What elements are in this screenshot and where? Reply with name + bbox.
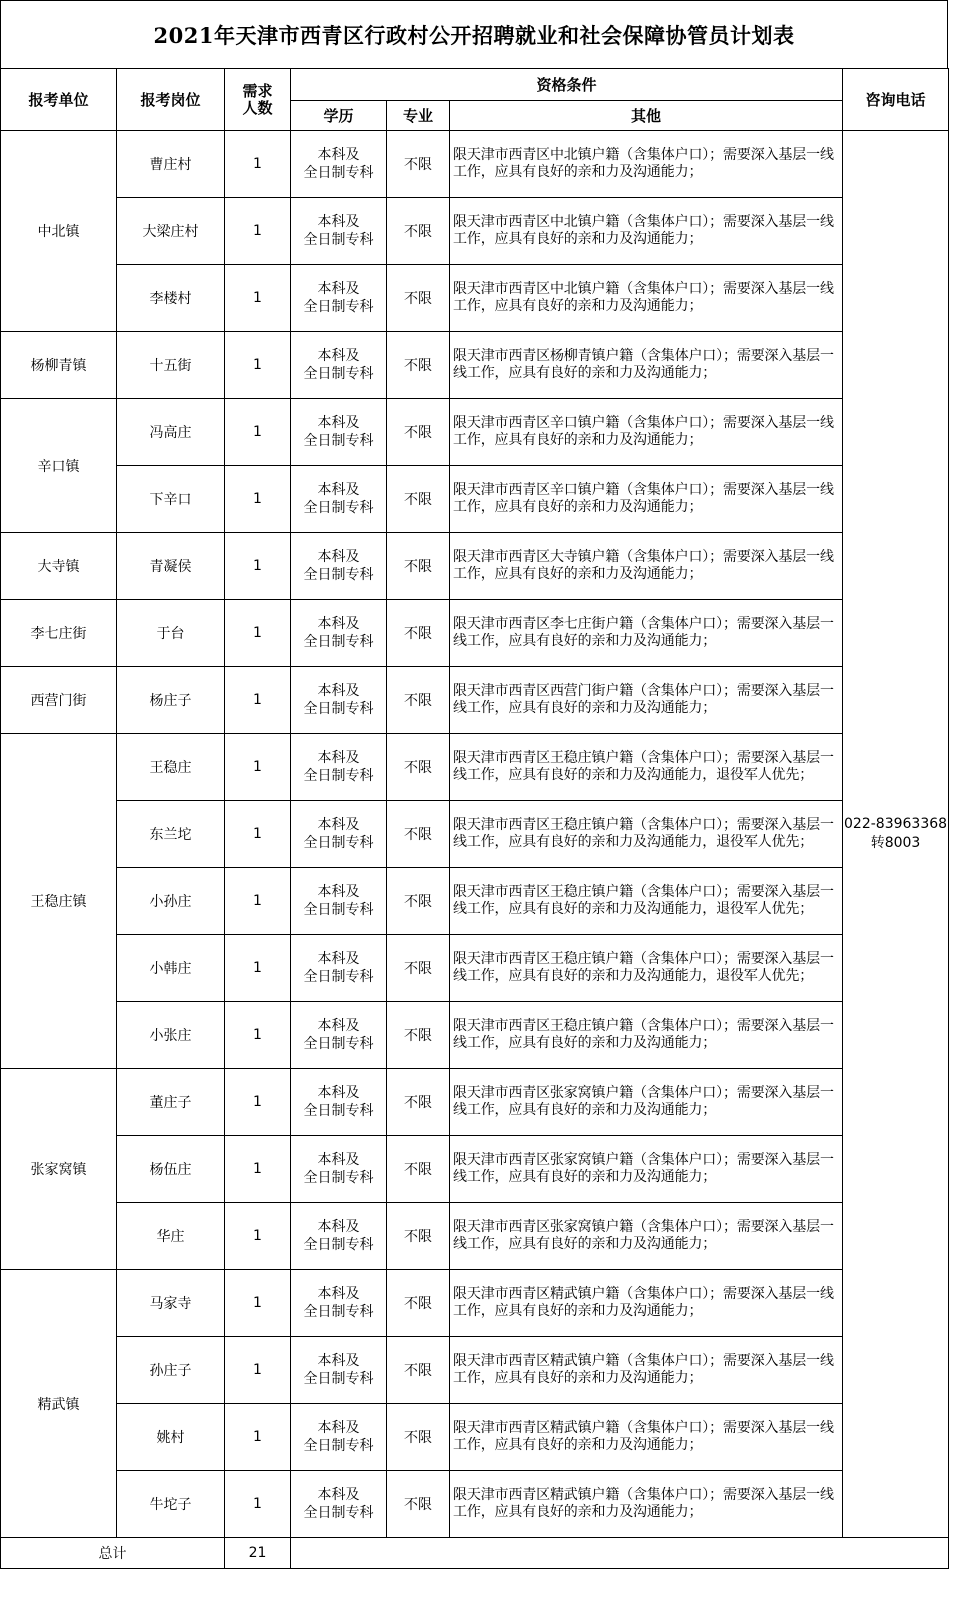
major-cell: 不限	[387, 1136, 450, 1203]
other-cell: 限天津市西青区大寺镇户籍（含集体户口）；需要深入基层一线工作，应具有良好的亲和力及沟通能力；	[450, 533, 843, 600]
major-cell: 不限	[387, 1002, 450, 1069]
major-cell: 不限	[387, 1203, 450, 1270]
table-row	[1, 868, 949, 935]
other-cell: 限天津市西青区精武镇户籍（含集体户口）；需要深入基层一线工作，应具有良好的亲和力及沟通能力；	[450, 1471, 843, 1538]
unit-cell: 李七庄街	[1, 600, 117, 667]
count-cell: 1	[225, 600, 291, 667]
major-cell: 不限	[387, 1270, 450, 1337]
header-major: 专业	[387, 101, 450, 131]
table-row	[1, 198, 949, 265]
table-row	[1, 1337, 949, 1404]
header-count: 需求 人数	[225, 69, 291, 131]
table-row	[1, 667, 949, 734]
major-cell: 不限	[387, 935, 450, 1002]
count-cell: 1	[225, 1404, 291, 1471]
count-cell: 1	[225, 131, 291, 198]
count-cell: 1	[225, 1136, 291, 1203]
other-cell: 限天津市西青区精武镇户籍（含集体户口）；需要深入基层一线工作，应具有良好的亲和力及沟通能力；	[450, 1270, 843, 1337]
table-row	[1, 1270, 949, 1337]
other-cell: 限天津市西青区张家窝镇户籍（含集体户口）；需要深入基层一线工作，应具有良好的亲和力及沟通能力；	[450, 1069, 843, 1136]
major-cell: 不限	[387, 801, 450, 868]
unit-cell: 张家窝镇	[1, 1069, 117, 1270]
major-cell: 不限	[387, 734, 450, 801]
unit-cell: 王稳庄镇	[1, 734, 117, 1069]
education-cell: 本科及 全日制专科	[291, 332, 387, 399]
table-row	[1, 935, 949, 1002]
education-cell: 本科及 全日制专科	[291, 1337, 387, 1404]
count-cell: 1	[225, 801, 291, 868]
education-cell: 本科及 全日制专科	[291, 1270, 387, 1337]
header-phone: 咨询电话	[843, 69, 949, 131]
major-cell: 不限	[387, 332, 450, 399]
other-cell: 限天津市西青区辛口镇户籍（含集体户口）；需要深入基层一线工作，应具有良好的亲和力及沟通能力；	[450, 399, 843, 466]
table-row	[1, 533, 949, 600]
education-cell: 本科及 全日制专科	[291, 868, 387, 935]
major-cell: 不限	[387, 868, 450, 935]
post-cell: 十五街	[117, 332, 225, 399]
count-cell: 1	[225, 332, 291, 399]
count-cell: 1	[225, 265, 291, 332]
post-cell: 王稳庄	[117, 734, 225, 801]
post-cell: 董庄子	[117, 1069, 225, 1136]
count-cell: 1	[225, 935, 291, 1002]
table-row	[1, 801, 949, 868]
major-cell: 不限	[387, 600, 450, 667]
major-cell: 不限	[387, 1471, 450, 1538]
education-cell: 本科及 全日制专科	[291, 1069, 387, 1136]
post-cell: 冯高庄	[117, 399, 225, 466]
unit-cell: 辛口镇	[1, 399, 117, 533]
education-cell: 本科及 全日制专科	[291, 1136, 387, 1203]
header-education: 学历	[291, 101, 387, 131]
post-cell: 姚村	[117, 1404, 225, 1471]
education-cell: 本科及 全日制专科	[291, 734, 387, 801]
education-cell: 本科及 全日制专科	[291, 466, 387, 533]
post-cell: 东兰坨	[117, 801, 225, 868]
education-cell: 本科及 全日制专科	[291, 265, 387, 332]
other-cell: 限天津市西青区中北镇户籍（含集体户口）；需要深入基层一线工作，应具有良好的亲和力及沟通能力；	[450, 131, 843, 198]
count-cell: 1	[225, 198, 291, 265]
table-row	[1, 1471, 949, 1538]
unit-cell: 大寺镇	[1, 533, 117, 600]
major-cell: 不限	[387, 533, 450, 600]
count-cell: 1	[225, 466, 291, 533]
unit-cell: 杨柳青镇	[1, 332, 117, 399]
post-cell: 于台	[117, 600, 225, 667]
post-cell: 马家寺	[117, 1270, 225, 1337]
post-cell: 大梁庄村	[117, 198, 225, 265]
other-cell: 限天津市西青区李七庄街户籍（含集体户口）；需要深入基层一线工作，应具有良好的亲和力及沟通能力；	[450, 600, 843, 667]
other-cell: 限天津市西青区王稳庄镇户籍（含集体户口）；需要深入基层一线工作，应具有良好的亲和力及沟通能力；	[450, 1002, 843, 1069]
total-empty-cell	[291, 1538, 949, 1569]
major-cell: 不限	[387, 1069, 450, 1136]
count-cell: 1	[225, 1203, 291, 1270]
count-cell: 1	[225, 734, 291, 801]
other-cell: 限天津市西青区王稳庄镇户籍（含集体户口）；需要深入基层一线工作，应具有良好的亲和力及沟通能力，退役军人优先；	[450, 734, 843, 801]
post-cell: 小韩庄	[117, 935, 225, 1002]
education-cell: 本科及 全日制专科	[291, 198, 387, 265]
count-cell: 1	[225, 1270, 291, 1337]
count-cell: 1	[225, 868, 291, 935]
table-row	[1, 1203, 949, 1270]
post-cell: 小孙庄	[117, 868, 225, 935]
other-cell: 限天津市西青区精武镇户籍（含集体户口）；需要深入基层一线工作，应具有良好的亲和力及沟通能力；	[450, 1337, 843, 1404]
table-row	[1, 600, 949, 667]
education-cell: 本科及 全日制专科	[291, 399, 387, 466]
major-cell: 不限	[387, 1404, 450, 1471]
table-row	[1, 1136, 949, 1203]
table-row	[1, 399, 949, 466]
total-row	[1, 1538, 949, 1569]
unit-cell: 中北镇	[1, 131, 117, 332]
count-cell: 1	[225, 1069, 291, 1136]
other-cell: 限天津市西青区中北镇户籍（含集体户口）；需要深入基层一线工作，应具有良好的亲和力及沟通能力；	[450, 198, 843, 265]
post-cell: 杨庄子	[117, 667, 225, 734]
unit-cell: 西营门街	[1, 667, 117, 734]
education-cell: 本科及 全日制专科	[291, 1002, 387, 1069]
table-row	[1, 131, 949, 198]
other-cell: 限天津市西青区王稳庄镇户籍（含集体户口）；需要深入基层一线工作，应具有良好的亲和力及沟通能力，退役军人优先；	[450, 868, 843, 935]
phone-cell: 022-83963368 转8003	[843, 131, 949, 1538]
total-label: 总计	[1, 1538, 225, 1569]
total-value: 21	[225, 1538, 291, 1569]
post-cell: 青凝侯	[117, 533, 225, 600]
header-other: 其他	[450, 101, 843, 131]
other-cell: 限天津市西青区中北镇户籍（含集体户口）；需要深入基层一线工作，应具有良好的亲和力及沟通能力；	[450, 265, 843, 332]
header-unit: 报考单位	[1, 69, 117, 131]
education-cell: 本科及 全日制专科	[291, 1471, 387, 1538]
education-cell: 本科及 全日制专科	[291, 533, 387, 600]
major-cell: 不限	[387, 1337, 450, 1404]
post-cell: 孙庄子	[117, 1337, 225, 1404]
post-cell: 华庄	[117, 1203, 225, 1270]
other-cell: 限天津市西青区精武镇户籍（含集体户口）；需要深入基层一线工作，应具有良好的亲和力及沟通能力；	[450, 1404, 843, 1471]
count-cell: 1	[225, 399, 291, 466]
count-cell: 1	[225, 533, 291, 600]
other-cell: 限天津市西青区西营门街户籍（含集体户口）；需要深入基层一线工作，应具有良好的亲和力及沟通能力；	[450, 667, 843, 734]
other-cell: 限天津市西青区张家窝镇户籍（含集体户口）；需要深入基层一线工作，应具有良好的亲和力及沟通能力；	[450, 1136, 843, 1203]
post-cell: 下辛口	[117, 466, 225, 533]
count-cell: 1	[225, 1337, 291, 1404]
recruitment-plan-table	[0, 68, 949, 1569]
education-cell: 本科及 全日制专科	[291, 1404, 387, 1471]
document-title: 2021年天津市西青区行政村公开招聘就业和社会保障协管员计划表	[0, 0, 948, 68]
table-row	[1, 1404, 949, 1471]
table-row	[1, 1069, 949, 1136]
major-cell: 不限	[387, 466, 450, 533]
major-cell: 不限	[387, 265, 450, 332]
table-row	[1, 466, 949, 533]
major-cell: 不限	[387, 131, 450, 198]
header-post: 报考岗位	[117, 69, 225, 131]
education-cell: 本科及 全日制专科	[291, 600, 387, 667]
count-cell: 1	[225, 667, 291, 734]
other-cell: 限天津市西青区杨柳青镇户籍（含集体户口）；需要深入基层一线工作，应具有良好的亲和力及沟通能力；	[450, 332, 843, 399]
other-cell: 限天津市西青区辛口镇户籍（含集体户口）；需要深入基层一线工作，应具有良好的亲和力及沟通能力；	[450, 466, 843, 533]
post-cell: 杨伍庄	[117, 1136, 225, 1203]
major-cell: 不限	[387, 667, 450, 734]
education-cell: 本科及 全日制专科	[291, 801, 387, 868]
table-body	[1, 131, 949, 1538]
table-row	[1, 1002, 949, 1069]
post-cell: 牛坨子	[117, 1471, 225, 1538]
header-qualification: 资格条件	[291, 69, 843, 101]
education-cell: 本科及 全日制专科	[291, 667, 387, 734]
post-cell: 李楼村	[117, 265, 225, 332]
post-cell: 曹庄村	[117, 131, 225, 198]
table-row	[1, 265, 949, 332]
unit-cell: 精武镇	[1, 1270, 117, 1538]
major-cell: 不限	[387, 198, 450, 265]
table-row	[1, 734, 949, 801]
education-cell: 本科及 全日制专科	[291, 1203, 387, 1270]
education-cell: 本科及 全日制专科	[291, 131, 387, 198]
table-row	[1, 332, 949, 399]
other-cell: 限天津市西青区王稳庄镇户籍（含集体户口）；需要深入基层一线工作，应具有良好的亲和力及沟通能力，退役军人优先；	[450, 801, 843, 868]
education-cell: 本科及 全日制专科	[291, 935, 387, 1002]
header-row-1	[1, 69, 949, 101]
count-cell: 1	[225, 1002, 291, 1069]
other-cell: 限天津市西青区张家窝镇户籍（含集体户口）；需要深入基层一线工作，应具有良好的亲和力及沟通能力；	[450, 1203, 843, 1270]
count-cell: 1	[225, 1471, 291, 1538]
major-cell: 不限	[387, 399, 450, 466]
other-cell: 限天津市西青区王稳庄镇户籍（含集体户口）；需要深入基层一线工作，应具有良好的亲和力及沟通能力，退役军人优先；	[450, 935, 843, 1002]
post-cell: 小张庄	[117, 1002, 225, 1069]
